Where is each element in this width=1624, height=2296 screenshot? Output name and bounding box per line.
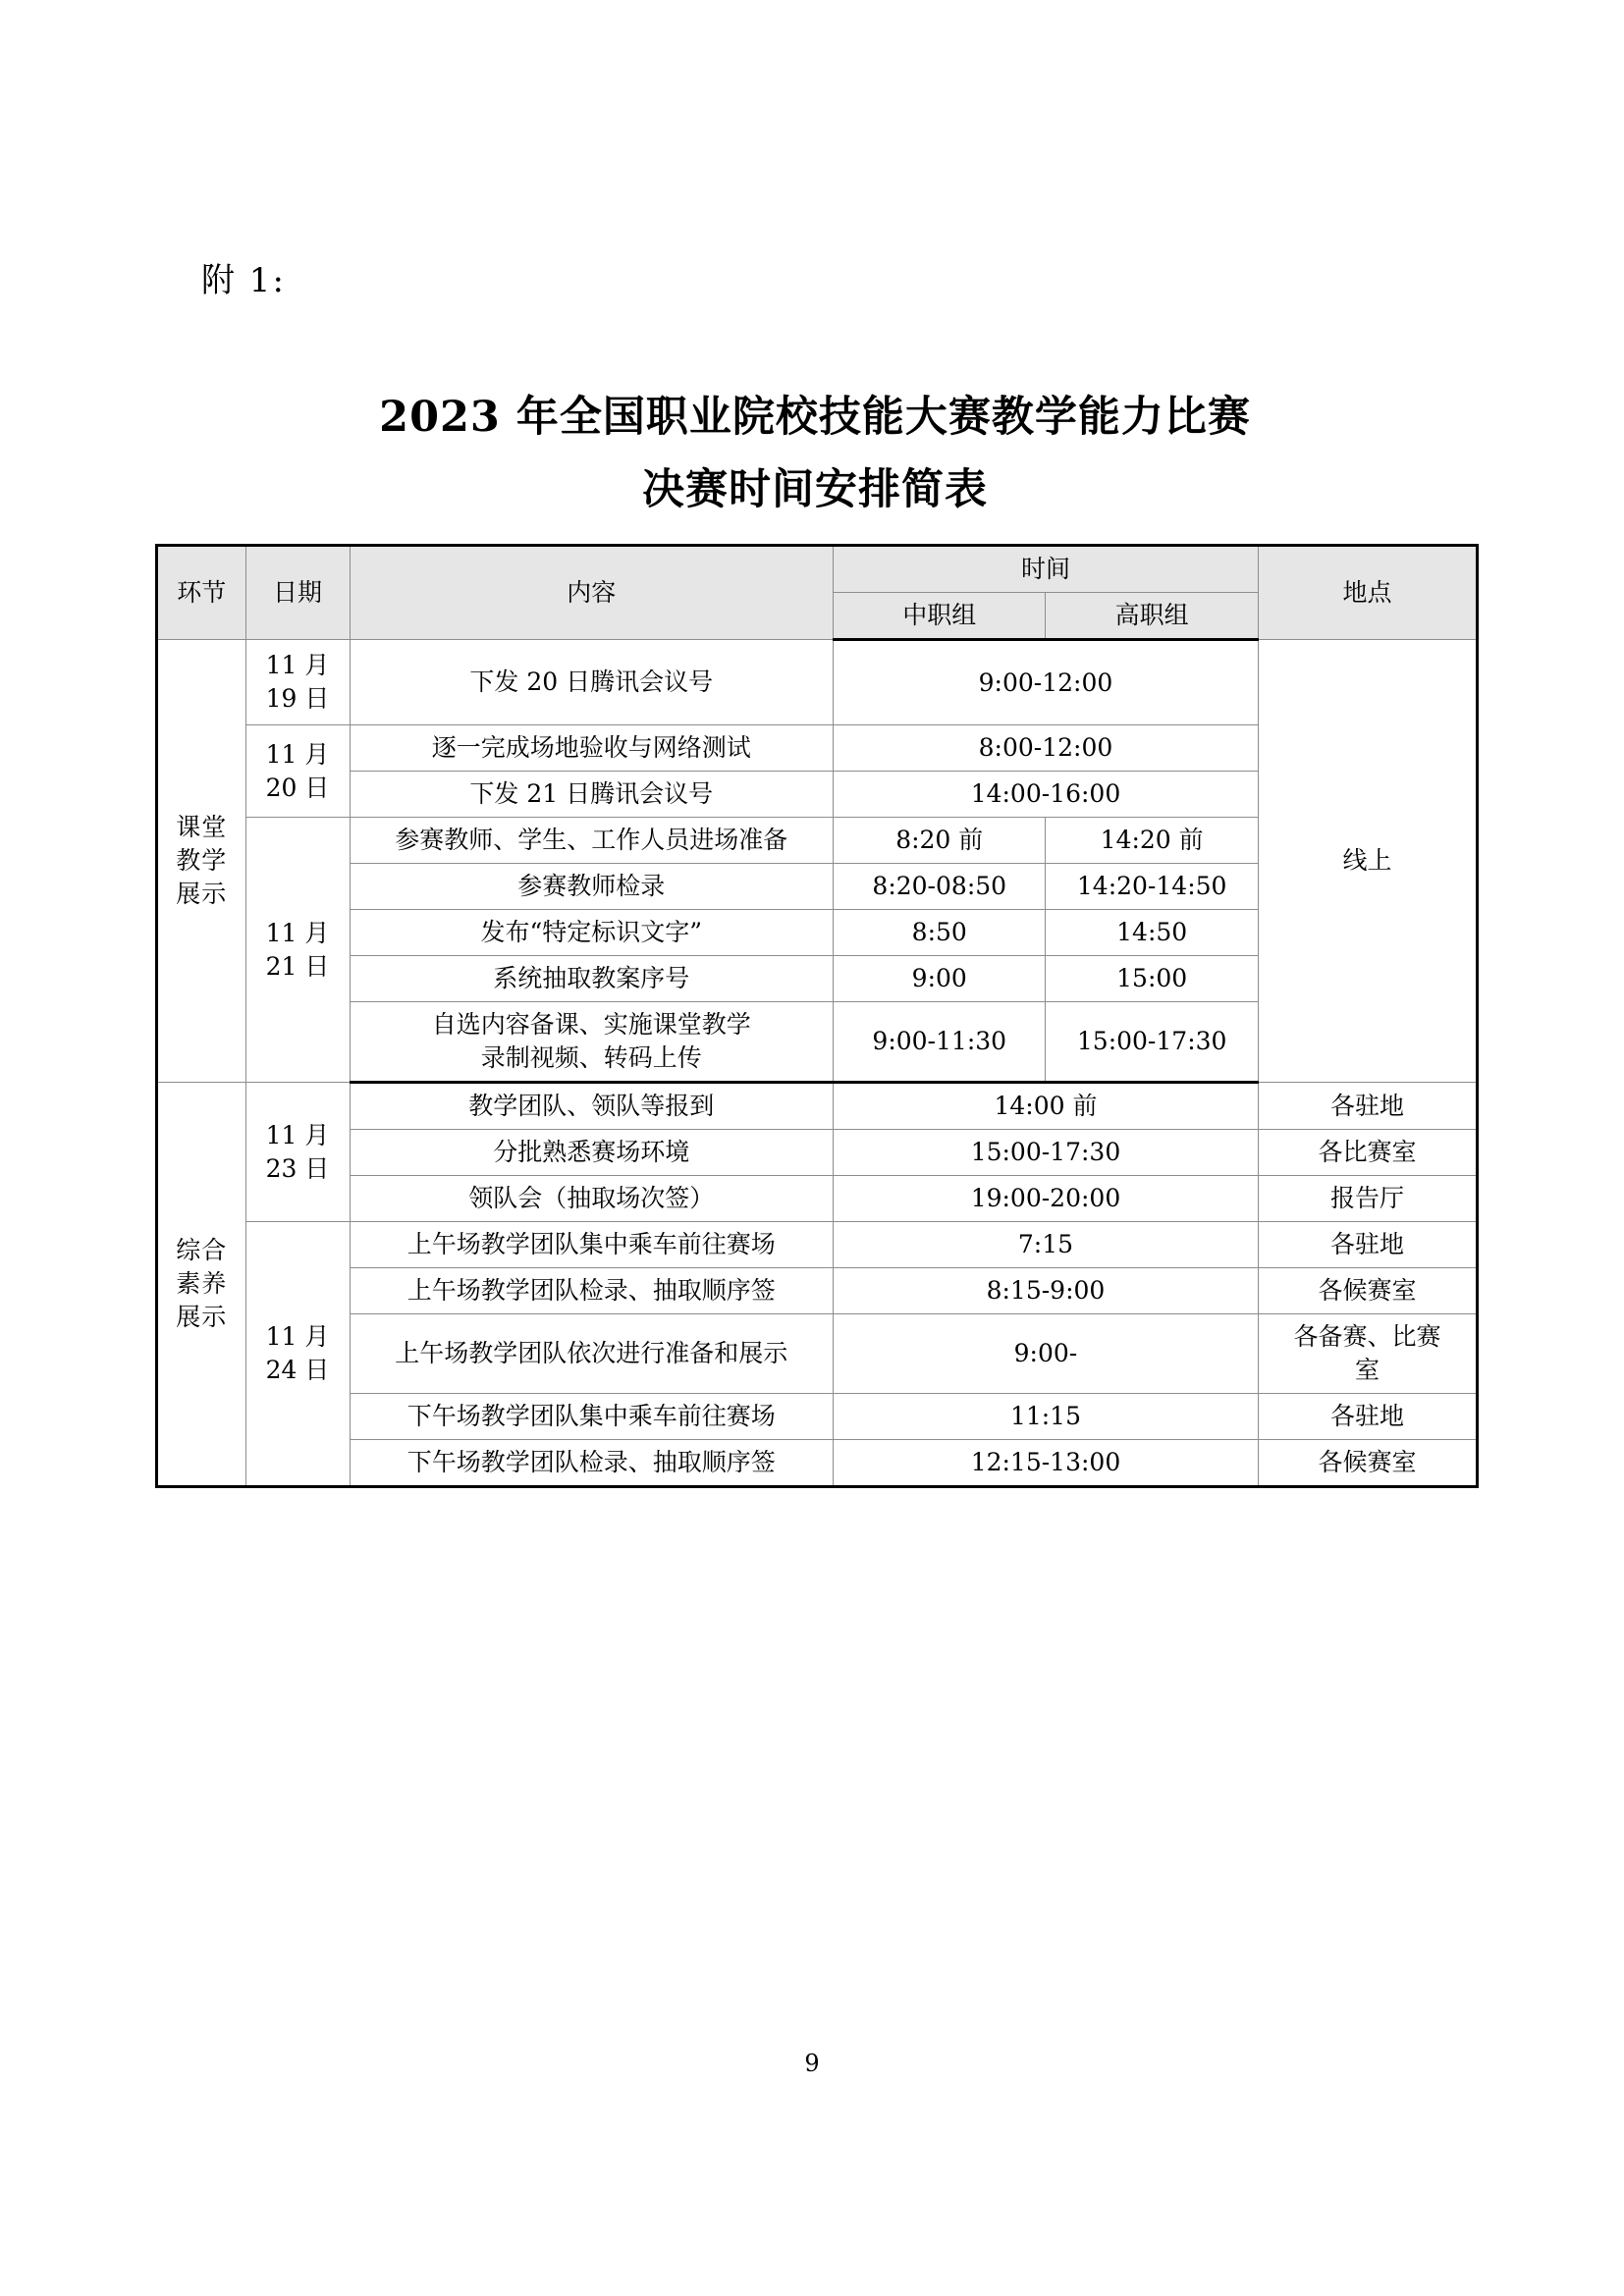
content-cell: 上午场教学团队集中乘车前往赛场 xyxy=(350,1222,833,1268)
time-cell-secondary: 9:00 xyxy=(834,956,1046,1002)
segment-cell-comprehensive xyxy=(157,1083,246,1487)
page-number: 9 xyxy=(804,2050,820,2077)
segment-line: 展示 xyxy=(176,1303,228,1331)
content-cell: 下午场教学团队检录、抽取顺序签 xyxy=(350,1440,833,1487)
date-line: 23 日 xyxy=(265,1153,330,1183)
segment-line: 展示 xyxy=(176,880,228,908)
content-cell: 领队会（抽取场次签） xyxy=(350,1176,833,1222)
content-cell: 逐一完成场地验收与网络测试 xyxy=(350,725,833,772)
time-cell-merged: 14:00 前 xyxy=(834,1083,1259,1130)
table-header-row xyxy=(157,546,1478,593)
table-row xyxy=(157,1222,1478,1268)
place-cell: 各比赛室 xyxy=(1258,1130,1477,1176)
time-cell-vocational: 14:20-14:50 xyxy=(1046,864,1258,910)
date-line: 11 月 xyxy=(265,918,330,947)
schedule-table xyxy=(155,544,1479,1488)
table-row xyxy=(157,1176,1478,1222)
header-place: 地点 xyxy=(1258,546,1477,640)
place-cell: 各驻地 xyxy=(1258,1222,1477,1268)
date-line: 11 月 xyxy=(265,651,330,679)
table-row xyxy=(157,1268,1478,1314)
header-date: 日期 xyxy=(245,546,350,640)
table-row xyxy=(157,1440,1478,1487)
date-cell-1119 xyxy=(245,640,350,725)
place-cell xyxy=(1258,1314,1477,1394)
time-cell-merged: 9:00- xyxy=(834,1314,1259,1394)
time-cell-merged: 19:00-20:00 xyxy=(834,1176,1259,1222)
segment-line: 综合 xyxy=(176,1236,228,1264)
place-line: 各备赛、比赛 xyxy=(1293,1322,1441,1351)
date-cell-1123 xyxy=(245,1083,350,1222)
content-cell: 系统抽取教案序号 xyxy=(350,956,833,1002)
content-cell: 教学团队、领队等报到 xyxy=(350,1083,833,1130)
time-cell-vocational: 14:20 前 xyxy=(1046,818,1258,864)
page-title-line-2: 决赛时间安排简表 xyxy=(642,465,988,514)
place-cell: 各驻地 xyxy=(1258,1083,1477,1130)
header-time-vocational: 高职组 xyxy=(1046,593,1258,640)
place-cell: 各候赛室 xyxy=(1258,1268,1477,1314)
content-cell: 上午场教学团队依次进行准备和展示 xyxy=(350,1314,833,1394)
place-cell: 各驻地 xyxy=(1258,1394,1477,1440)
time-cell-vocational: 15:00 xyxy=(1046,956,1258,1002)
date-line: 11 月 xyxy=(265,739,330,769)
table-row xyxy=(157,640,1478,725)
segment-line: 教学 xyxy=(176,846,228,875)
date-line: 11 月 xyxy=(265,1322,330,1351)
content-cell: 参赛教师检录 xyxy=(350,864,833,910)
table-row xyxy=(157,1394,1478,1440)
content-cell: 上午场教学团队检录、抽取顺序签 xyxy=(350,1268,833,1314)
date-line: 24 日 xyxy=(265,1356,330,1384)
time-cell-vocational: 15:00-17:30 xyxy=(1046,1002,1258,1083)
date-cell-1121 xyxy=(245,818,350,1083)
place-cell-online: 线上 xyxy=(1258,640,1477,1083)
date-cell-1124 xyxy=(245,1222,350,1487)
page-title-line-1: 2023 年全国职业院校技能大赛教学能力比赛 xyxy=(379,393,1251,442)
header-content: 内容 xyxy=(350,546,833,640)
header-time-secondary: 中职组 xyxy=(834,593,1046,640)
date-line: 11 月 xyxy=(265,1120,330,1149)
date-line: 20 日 xyxy=(265,773,330,802)
time-cell-merged: 8:15-9:00 xyxy=(834,1268,1259,1314)
time-cell-secondary: 9:00-11:30 xyxy=(834,1002,1046,1083)
page-title xyxy=(157,381,1473,526)
time-cell-secondary: 8:20 前 xyxy=(834,818,1046,864)
date-cell-1120 xyxy=(245,725,350,818)
time-cell-merged: 9:00-12:00 xyxy=(834,640,1259,725)
place-cell: 报告厅 xyxy=(1258,1176,1477,1222)
content-cell: 发布“特定标识文字” xyxy=(350,910,833,956)
table-row xyxy=(157,1130,1478,1176)
content-cell: 参赛教师、学生、工作人员进场准备 xyxy=(350,818,833,864)
time-cell-merged: 14:00-16:00 xyxy=(834,772,1259,818)
date-line: 19 日 xyxy=(265,684,330,713)
content-cell: 分批熟悉赛场环境 xyxy=(350,1130,833,1176)
place-line: 室 xyxy=(1354,1356,1380,1384)
content-line: 自选内容备课、实施课堂教学 xyxy=(431,1010,751,1039)
content-line: 录制视频、转码上传 xyxy=(480,1043,702,1072)
content-cell xyxy=(350,1002,833,1083)
date-line: 21 日 xyxy=(265,951,330,981)
content-cell: 下发 21 日腾讯会议号 xyxy=(350,772,833,818)
attachment-label: 附 1: xyxy=(201,261,286,300)
content-cell: 下发 20 日腾讯会议号 xyxy=(350,640,833,725)
time-cell-merged: 8:00-12:00 xyxy=(834,725,1259,772)
header-segment: 环节 xyxy=(157,546,246,640)
segment-line: 素养 xyxy=(176,1269,228,1298)
segment-cell-classroom xyxy=(157,640,246,1083)
time-cell-secondary: 8:20-08:50 xyxy=(834,864,1046,910)
time-cell-secondary: 8:50 xyxy=(834,910,1046,956)
time-cell-merged: 11:15 xyxy=(834,1394,1259,1440)
time-cell-vocational: 14:50 xyxy=(1046,910,1258,956)
header-time: 时间 xyxy=(834,546,1259,593)
place-cell: 各候赛室 xyxy=(1258,1440,1477,1487)
time-cell-merged: 7:15 xyxy=(834,1222,1259,1268)
time-cell-merged: 15:00-17:30 xyxy=(834,1130,1259,1176)
content-cell: 下午场教学团队集中乘车前往赛场 xyxy=(350,1394,833,1440)
table-row xyxy=(157,1083,1478,1130)
table-row xyxy=(157,1314,1478,1394)
time-cell-merged: 12:15-13:00 xyxy=(834,1440,1259,1487)
segment-line: 课堂 xyxy=(176,813,228,841)
schedule-table-wrapper xyxy=(155,544,1479,1488)
